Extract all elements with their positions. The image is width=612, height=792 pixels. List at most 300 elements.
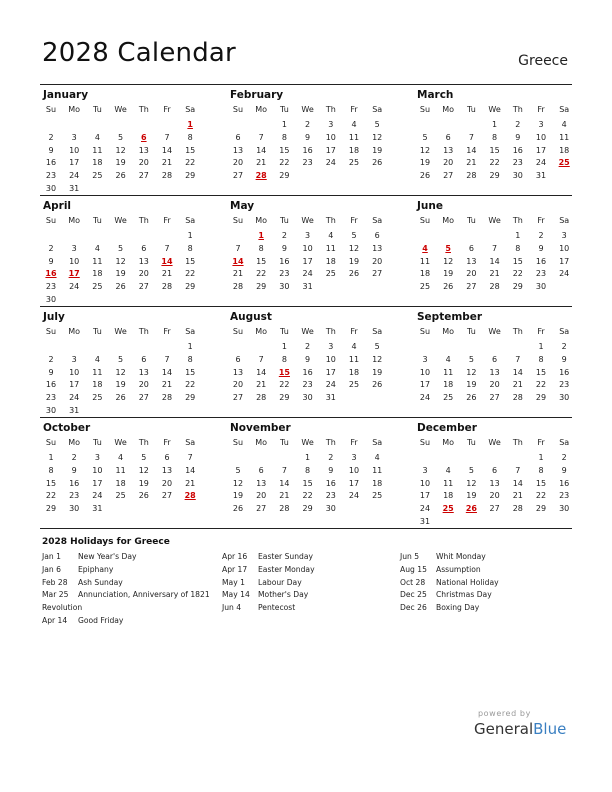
calendar-day: 11 (372, 465, 383, 475)
calendar-day: 20 (443, 158, 454, 168)
weekday-label: We (114, 327, 127, 336)
calendar-day: 12 (232, 478, 244, 488)
calendar-day: 26 (115, 171, 126, 181)
weekday-label: Mo (442, 327, 455, 336)
calendar-day: 13 (232, 367, 244, 377)
weekday-label: We (488, 105, 501, 114)
holiday-name: Mother's Day (258, 590, 309, 600)
calendar-row (40, 195, 572, 306)
calendar-day: 17 (69, 158, 80, 168)
calendar-day: 19 (138, 478, 149, 488)
calendar-day: 30 (69, 504, 80, 514)
month-block (40, 85, 200, 195)
holiday-day: 14 (161, 256, 173, 266)
weekday-label: Mo (68, 105, 81, 114)
calendar-day: 12 (115, 145, 126, 155)
calendar-day: 24 (419, 393, 431, 403)
holiday-date: May 1 (222, 577, 245, 587)
calendar-row (40, 417, 572, 529)
calendar-day: 19 (232, 491, 244, 501)
calendar-day: 3 (561, 231, 567, 240)
weekday-label: Tu (93, 105, 102, 114)
month-name: November (230, 422, 291, 434)
country-label: Greece (518, 53, 568, 69)
calendar-day: 9 (538, 243, 544, 253)
calendar-day: 23 (512, 158, 523, 168)
calendar-day: 29 (45, 504, 57, 514)
calendar-day: 15 (185, 145, 196, 155)
calendar-day: 28 (232, 282, 244, 292)
calendar-day: 11 (419, 256, 431, 266)
weekday-label: Su (45, 216, 57, 225)
calendar-day: 16 (325, 478, 336, 488)
calendar-day: 12 (419, 145, 431, 155)
weekday-label: Th (512, 438, 523, 447)
weekday-label: Th (512, 216, 523, 225)
holiday-day: 16 (45, 269, 57, 279)
calendar-day: 6 (235, 132, 241, 142)
calendar-day: 19 (466, 491, 477, 501)
calendar-day: 10 (325, 132, 336, 142)
calendar-day: 26 (348, 269, 360, 279)
calendar-day: 10 (559, 243, 570, 253)
weekday-label: Mo (68, 438, 81, 447)
calendar-day: 13 (489, 478, 500, 488)
holiday-name: Ash Sunday (78, 577, 123, 587)
month-name: September (417, 311, 483, 323)
weekday-label: We (488, 438, 501, 447)
calendar-day: 20 (466, 269, 477, 279)
calendar-day: 12 (115, 367, 126, 377)
weekday-label: Sa (372, 105, 383, 114)
calendar-day: 1 (538, 453, 544, 462)
calendar-day: 4 (445, 465, 451, 475)
calendar-day: 17 (348, 478, 360, 488)
weekday-label: Fr (350, 105, 358, 114)
calendar-day: 2 (305, 342, 311, 351)
weekday-label: Mo (442, 438, 455, 447)
calendar-day: 21 (185, 478, 196, 488)
calendar-day: 22 (185, 158, 196, 168)
calendar-day: 26 (466, 393, 477, 403)
calendar-day: 20 (138, 380, 149, 390)
month-name: March (417, 89, 454, 101)
calendar-day: 22 (279, 158, 290, 168)
calendar-day: 10 (419, 478, 431, 488)
holiday-date: Jun 4 (222, 603, 242, 613)
calendar-day: 16 (512, 145, 523, 155)
holiday-name: Pentecost (258, 603, 296, 613)
weekday-label: Tu (467, 438, 476, 447)
weekday-label: We (488, 327, 501, 336)
calendar-day: 18 (419, 269, 431, 279)
holiday-date: Oct 28 (400, 577, 426, 587)
weekday-label: Tu (280, 105, 289, 114)
calendar-day: 22 (489, 158, 500, 168)
calendar-day: 31 (325, 393, 336, 403)
calendar-day: 27 (466, 282, 477, 292)
calendar-day: 27 (232, 171, 244, 181)
calendar-day: 6 (258, 465, 264, 475)
calendar-day: 23 (45, 282, 57, 292)
calendar-day: 10 (325, 354, 336, 364)
calendar-day: 21 (232, 269, 244, 279)
calendar-day: 13 (256, 478, 267, 488)
calendar-day: 8 (187, 132, 193, 142)
calendar-day: 10 (419, 367, 431, 377)
calendar-day: 15 (512, 256, 523, 266)
calendar-day: 30 (559, 504, 570, 514)
calendar-day: 15 (535, 478, 547, 488)
calendar-day: 10 (302, 243, 313, 253)
calendar-day: 12 (115, 256, 126, 266)
calendar-day: 23 (325, 491, 336, 501)
calendar-day: 13 (372, 243, 383, 253)
calendar-day: 10 (69, 256, 80, 266)
calendar-day: 27 (489, 504, 500, 514)
weekday-label: Sa (185, 438, 196, 447)
calendar-day: 14 (185, 465, 196, 475)
holiday-date: Jun 5 (400, 552, 420, 561)
calendar-day: 17 (559, 256, 570, 266)
calendar-day: 3 (422, 354, 428, 364)
weekday-label: Fr (163, 105, 171, 114)
holiday-day: 15 (278, 367, 290, 377)
calendar-day: 9 (305, 354, 311, 364)
calendar-day: 22 (535, 491, 547, 501)
calendar-day: 21 (161, 269, 173, 279)
calendar-day: 14 (256, 145, 267, 155)
calendar-day: 30 (535, 282, 547, 292)
calendar-day: 24 (535, 158, 547, 168)
calendar-day: 7 (164, 354, 170, 364)
calendar-day: 23 (69, 491, 80, 501)
calendar-day: 11 (115, 465, 126, 475)
calendar-day: 4 (374, 453, 380, 462)
calendar-day: 2 (515, 120, 521, 129)
holiday-name: National Holiday (436, 577, 499, 587)
calendar-day: 12 (348, 243, 360, 253)
calendar-day: 3 (328, 342, 334, 351)
calendar-day: 27 (489, 393, 500, 403)
calendar-day: 31 (535, 171, 547, 181)
weekday-label: Tu (467, 327, 476, 336)
calendar-day: 30 (45, 406, 57, 415)
weekday-label: Th (325, 105, 336, 114)
holiday-item (42, 603, 82, 612)
calendar-day: 29 (535, 393, 547, 403)
weekday-label: Su (419, 438, 431, 447)
calendar-day: 17 (535, 145, 547, 155)
calendar-day: 5 (422, 132, 428, 142)
calendar-day: 11 (92, 145, 103, 155)
calendar-day: 24 (325, 158, 336, 168)
calendar-day: 2 (538, 231, 544, 240)
weekday-label: Sa (372, 438, 383, 447)
calendar-day: 3 (422, 465, 428, 475)
month-name: January (43, 89, 89, 101)
calendar-day: 2 (561, 453, 567, 462)
calendar-day: 15 (535, 367, 547, 377)
calendar-day: 9 (515, 132, 521, 142)
month-block (227, 196, 387, 306)
calendar-day: 8 (187, 243, 193, 253)
weekday-label: We (301, 327, 314, 336)
calendar-day: 22 (185, 380, 196, 390)
calendar-day: 4 (94, 243, 100, 253)
holiday-day: 28 (184, 491, 196, 501)
calendar-day: 18 (115, 478, 126, 488)
calendar-day: 4 (118, 453, 124, 462)
calendar-day: 16 (279, 256, 290, 266)
calendar-day: 29 (535, 504, 547, 514)
holiday-day: 28 (255, 171, 267, 181)
weekday-label: Th (138, 438, 149, 447)
calendar-day: 26 (372, 158, 383, 168)
weekday-label: Tu (280, 438, 289, 447)
calendar-day: 28 (489, 282, 500, 292)
calendar-day: 2 (561, 342, 567, 351)
calendar-day: 8 (48, 465, 54, 475)
calendar-day: 9 (328, 465, 334, 475)
weekday-label: Mo (255, 438, 268, 447)
calendar-day: 21 (256, 380, 267, 390)
calendar-day: 23 (302, 380, 313, 390)
calendar-day: 20 (161, 478, 173, 488)
calendar-day: 7 (187, 453, 193, 462)
month-name: October (43, 422, 91, 434)
month-name: May (230, 200, 255, 212)
month-block (414, 196, 574, 306)
calendar-day: 17 (325, 145, 336, 155)
calendar-day: 28 (161, 393, 173, 403)
calendar-day: 18 (92, 158, 103, 168)
weekday-label: We (301, 438, 314, 447)
calendar-day: 19 (115, 269, 126, 279)
holiday-day: 14 (232, 256, 244, 266)
calendar-day: 6 (492, 354, 498, 364)
calendar-day: 19 (372, 145, 383, 155)
calendar-day: 16 (302, 367, 313, 377)
calendar-day: 30 (45, 184, 57, 193)
holiday-date: Feb 28 (42, 577, 68, 587)
calendar-day: 3 (538, 120, 544, 129)
calendar-day: 4 (351, 342, 357, 351)
weekday-label: Su (232, 105, 244, 114)
weekday-label: Tu (93, 216, 102, 225)
weekday-label: Th (325, 327, 336, 336)
calendar-day: 29 (512, 282, 523, 292)
calendar-day: 28 (512, 504, 523, 514)
calendar-day: 25 (348, 158, 360, 168)
calendar-day: 11 (325, 243, 336, 253)
calendar-day: 24 (302, 269, 313, 279)
month-block (227, 85, 387, 195)
calendar-day: 11 (92, 256, 103, 266)
holiday-name: Boxing Day (436, 603, 480, 613)
calendar-day: 24 (348, 491, 360, 501)
calendar-day: 5 (118, 354, 124, 364)
calendar-day: 8 (187, 354, 193, 364)
calendar-day: 11 (559, 132, 570, 142)
weekday-label: Mo (255, 216, 268, 225)
month-name: December (417, 422, 477, 434)
calendar-day: 25 (372, 491, 383, 501)
calendar-day: 12 (372, 354, 383, 364)
weekday-label: Th (325, 438, 336, 447)
calendar-day: 23 (302, 158, 313, 168)
calendar-row (40, 306, 572, 417)
calendar-day: 25 (92, 171, 103, 181)
calendar-day: 23 (535, 269, 547, 279)
calendar-day: 3 (351, 453, 357, 462)
calendar-day: 9 (48, 367, 54, 377)
month-name: June (417, 200, 443, 212)
calendar-day: 20 (489, 380, 500, 390)
calendar-day: 31 (419, 517, 431, 526)
calendar-day: 7 (164, 132, 170, 142)
calendar-day: 24 (69, 393, 80, 403)
holiday-day: 4 (422, 243, 428, 253)
calendar-day: 14 (489, 256, 500, 266)
generalblue-logo[interactable] (474, 720, 566, 738)
calendar-day: 27 (372, 269, 383, 279)
calendar-day: 30 (325, 504, 336, 514)
weekday-label: Mo (68, 216, 81, 225)
calendar-day: 4 (94, 354, 100, 364)
calendar-day: 2 (48, 354, 54, 364)
holiday-date: Jan 1 (42, 552, 61, 561)
month-block (40, 307, 200, 417)
weekday-label: We (114, 105, 127, 114)
weekday-label: Su (232, 327, 244, 336)
calendar-day: 2 (48, 132, 54, 142)
calendar-day: 3 (71, 132, 77, 142)
calendar-day: 27 (161, 491, 173, 501)
calendar-day: 23 (45, 393, 57, 403)
calendar-day: 28 (466, 171, 477, 181)
calendar-day: 7 (281, 465, 287, 475)
weekday-label: Th (512, 327, 523, 336)
calendar-day: 14 (512, 478, 523, 488)
powered-by-text: powered by (478, 709, 531, 718)
calendar-day: 3 (94, 453, 100, 462)
calendar-day: 6 (164, 453, 170, 462)
calendar-day: 4 (561, 120, 567, 129)
month-block (414, 418, 574, 528)
calendar-day: 1 (281, 120, 287, 129)
holiday-name: Easter Sunday (258, 552, 314, 561)
calendar-day: 1 (492, 120, 498, 129)
calendar-day: 10 (69, 367, 80, 377)
calendar-day: 3 (305, 231, 311, 240)
calendar-day: 11 (443, 478, 454, 488)
calendar-day: 25 (325, 269, 336, 279)
calendar-day: 8 (538, 354, 544, 364)
calendar-day: 19 (115, 380, 126, 390)
calendar-day: 29 (279, 171, 290, 181)
calendar-day: 31 (92, 504, 103, 514)
calendar-day: 6 (468, 243, 474, 253)
calendar-day: 17 (69, 380, 80, 390)
calendar-day: 27 (256, 504, 267, 514)
calendar-day: 16 (559, 367, 570, 377)
weekday-label: Mo (68, 327, 81, 336)
holiday-date: Dec 26 (400, 603, 427, 613)
calendar-day: 4 (328, 231, 334, 240)
month-block (40, 418, 200, 528)
brand-general: General (474, 720, 534, 738)
calendar-day: 19 (419, 158, 431, 168)
weekday-label: Sa (372, 327, 383, 336)
holiday-name: Christmas Day (436, 590, 492, 600)
weekday-label: Mo (442, 216, 455, 225)
holiday-day: 1 (258, 231, 264, 240)
calendar-day: 18 (372, 478, 383, 488)
holiday-name: Whit Monday (436, 552, 486, 561)
calendar-day: 13 (138, 367, 149, 377)
calendar-day: 24 (69, 282, 80, 292)
calendar-day: 29 (185, 171, 196, 181)
calendar-day: 12 (372, 132, 383, 142)
calendar-day: 9 (48, 256, 54, 266)
holiday-date: Apr 14 (42, 616, 68, 625)
calendar-day: 1 (515, 231, 521, 240)
weekday-label: Sa (559, 216, 570, 225)
calendar-day: 19 (348, 256, 360, 266)
weekday-label: We (488, 216, 501, 225)
weekday-label: Th (325, 216, 336, 225)
calendar-day: 24 (325, 380, 336, 390)
calendar-day: 25 (92, 282, 103, 292)
weekday-label: Tu (280, 327, 289, 336)
calendar-day: 7 (164, 243, 170, 253)
weekday-label: Sa (372, 216, 383, 225)
holiday-day: 1 (187, 120, 193, 129)
holiday-day: 25 (442, 504, 454, 514)
calendar-day: 28 (279, 504, 290, 514)
weekday-label: Th (138, 105, 149, 114)
calendar-day: 3 (71, 243, 77, 253)
calendar-day: 9 (48, 145, 54, 155)
calendar-day: 18 (348, 145, 360, 155)
calendar-day: 11 (348, 132, 360, 142)
calendar-day: 10 (69, 145, 80, 155)
calendar-day: 1 (187, 231, 193, 240)
holiday-name: New Year's Day (78, 552, 137, 561)
calendar-day: 28 (161, 282, 173, 292)
calendar-day: 24 (92, 491, 103, 501)
calendar-day: 16 (302, 145, 313, 155)
weekday-label: Fr (163, 438, 171, 447)
weekday-label: Sa (559, 327, 570, 336)
calendar-day: 25 (348, 380, 360, 390)
calendar-day: 14 (466, 145, 477, 155)
calendar-day: 29 (185, 393, 196, 403)
calendar-day: 9 (305, 132, 311, 142)
calendar-day: 6 (374, 231, 380, 240)
calendar-day: 8 (492, 132, 498, 142)
calendar-day: 24 (69, 171, 80, 181)
calendar-day: 3 (71, 354, 77, 364)
weekday-label: Th (512, 105, 523, 114)
calendar-day: 21 (489, 269, 500, 279)
calendar-day: 8 (538, 465, 544, 475)
calendar-day: 29 (279, 393, 290, 403)
calendar-day: 30 (279, 282, 290, 292)
holiday-date: May 14 (222, 590, 250, 600)
holiday-date: Mar 25 (42, 590, 69, 600)
